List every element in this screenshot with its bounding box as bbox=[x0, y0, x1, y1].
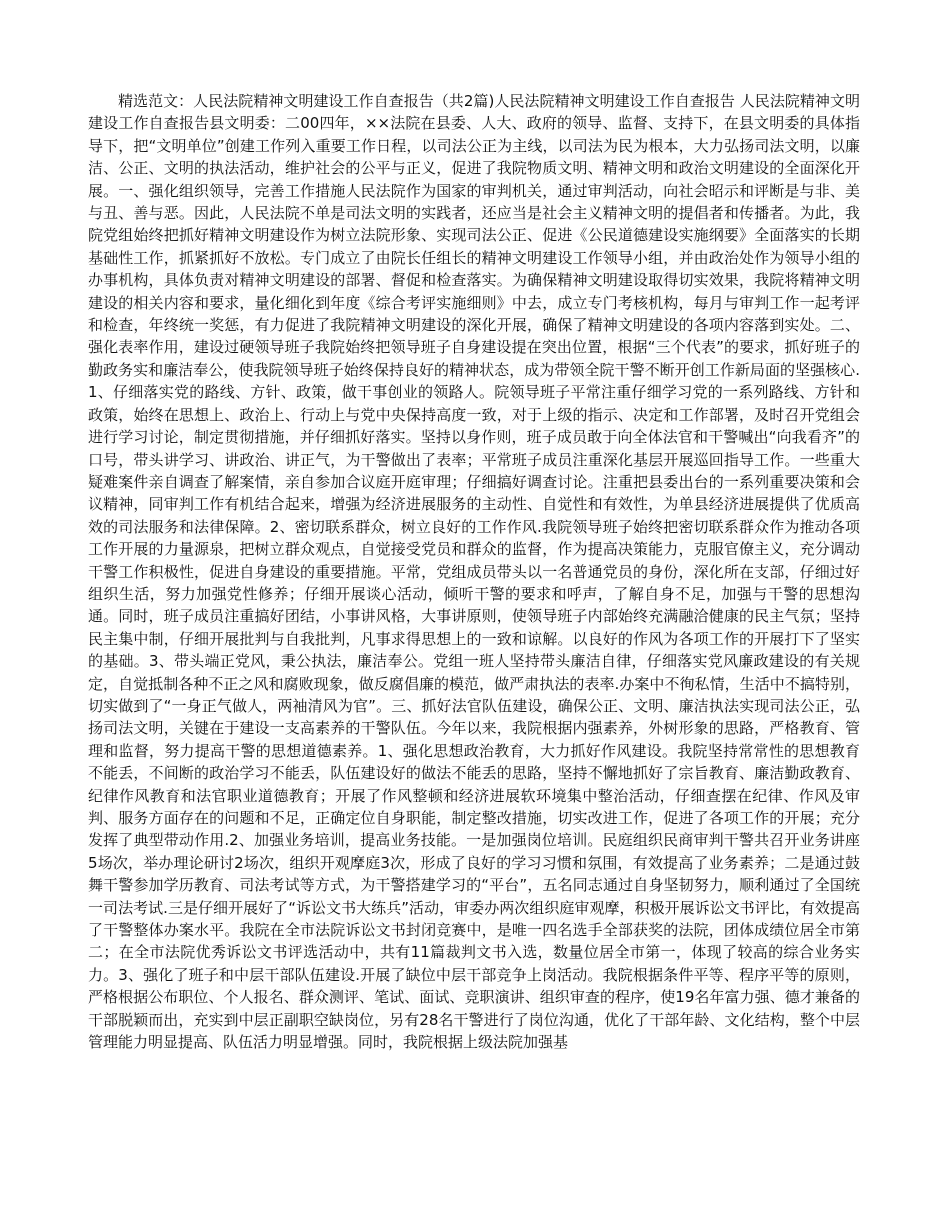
document-body-text: 精选范文：人民法院精神文明建设工作自查报告（共2篇)人民法院精神文明建设工作自查报告 人民法院精神文明建设工作自查报告县文明委：二00四年，××法院在县委、人大、政府的领导、监督、支持下，在县文明委的具体指导下，把“文明单位”创建工作列入重要工作日程，以司法公正为主线，以司法为民为根本，大力弘扬司法文明，以廉洁、公正、文明的执法活动，维护社会的公平与正义，促进了我院物质文明、精神文明和政治文明建设的全面深化开展。一、强化组织领导，完善工作措施人民法院作为国家的审判机关，通过审判活动，向社会昭示和评断是与非、美与丑、善与恶。因此，人民法院不单是司法文明的实践者，还应当是社会主义精神文明的提倡者和传播者。为此，我院党组始终把抓好精神文明建设作为树立法院形象、实现司法公正、促进《公民道德建设实施纲要》全面落实的长期基础性工作，抓紧抓好不放松。专门成立了由院长任组长的精神文明建设工作领导小组，并由政治处作为领导小组的办事机构，具体负责对精神文明建设的部署、督促和检查落实。为确保精神文明建设取得切实效果，我院将精神文明建设的相关内容和要求，量化细化到年度《综合考评实施细则》中去，成立专门考核机构，每月与审判工作一起考评和检查，年终统一奖惩，有力促进了我院精神文明建设的深化开展，确保了精神文明建设的各项内容落到实处。二、强化表率作用，建设过硬领导班子我院始终把领导班子自身建设提在突出位置，根据“三个代表”的要求，抓好班子的勤政务实和廉洁奉公，使我院领导班子始终保持良好的精神状态，成为带领全院干警不断开创工作新局面的坚强核心.1、仔细落实党的路线、方针、政策，做干事创业的领路人。院领导班子平常注重仔细学习党的一系列路线、方针和政策，始终在思想上、政治上、行动上与党中央保持高度一致，对于上级的指示、决定和工作部署，及时召开党组会进行学习讨论，制定贯彻措施，并仔细抓好落实。坚持以身作则，班子成员敢于向全体法官和干警喊出“向我看齐”的口号，带头讲学习、讲政治、讲正气，为干警做出了表率；平常班子成员注重深化基层开展巡回指导工作。一些重大疑难案件亲自调查了解案情，亲自参加合议庭开庭审理；仔细搞好调查讨论。注重把县委出台的一系列重要决策和会议精神，同审判工作有机结合起来，增强为经济进展服务的主动性、自觉性和有效性，为单县经济进展提供了优质高效的司法服务和法律保障。2、密切联系群众，树立良好的工作作风.我院领导班子始终把密切联系群众作为推动各项工作开展的力量源泉，把树立群众观点，自觉接受党员和群众的监督，作为提高决策能力，克服官僚主义，充分调动干警工作积极性，促进自身建设的重要措施。平常，党组成员带头以一名普通党员的身份，深化所在支部，仔细过好组织生活，努力加强党性修养；仔细开展谈心活动，倾听干警的要求和呼声，了解自身不足，加强与干警的思想沟通。同时，班子成员注重搞好团结，小事讲风格，大事讲原则，使领导班子内部始终充满融洽健康的民主气氛；坚持民主集中制，仔细开展批判与自我批判，凡事求得思想上的一致和谅解。以良好的作风为各项工作的开展打下了坚实的基础。3、带头端正党风，秉公执法，廉洁奉公。党组一班人坚持带头廉洁自律，仔细落实党风廉政建设的有关规定，自觉抵制各种不正之风和腐败现象，做反腐倡廉的模范，做严肃执法的表率.办案中不徇私情，生活中不搞特别，切实做到了“一身正气做人，两袖清风为官”。三、抓好法官队伍建设，确保公正、文明、廉洁执法实现司法公正，弘扬司法文明，关键在于建设一支高素养的干警队伍。今年以来，我院根据内强素养，外树形象的思路，严格教育、管理和监督，努力提高干警的思想道德素养。1、强化思想政治教育，大力抓好作风建设。我院坚持常常性的思想教育不能丢，不间断的政治学习不能丢，队伍建设好的做法不能丢的思路，坚持不懈地抓好了宗旨教育、廉洁勤政教育、纪律作风教育和法官职业道德教育；开展了作风整顿和经济进展软环境集中整治活动，仔细查摆在纪律、作风及审判、服务方面存在的问题和不足，正确定位自身职能，制定整改措施，切实改进工作，促进了各项工作的开展；充分发挥了典型带动作用.2、加强业务培训，提高业务技能。一是加强岗位培训。民庭组织民商审判干警共召开业务讲座5场次，举办理论研讨2场次，组织开观摩庭3次，形成了良好的学习习惯和氛围，有效提高了业务素养；二是通过鼓舞干警参加学历教育、司法考试等方式，为干警搭建学习的“平台”，五名同志通过自身坚韧努力，顺利通过了全国统一司法考试.三是仔细开展好了“诉讼文书大练兵”活动，审委办两次组织庭审观摩，积极开展诉讼文书评比，有效提高了干警整体办案水平。我院在全市法院诉讼文书封闭竞赛中，是唯一四名选手全部获奖的法院，团体成绩位居全市第二；在全市法院优秀诉讼文书评选活动中，共有11篇裁判文书入选，数量位居全市第一，体现了较高的综合业务实力。3、强化了班子和中层干部队伍建设.开展了缺位中层干部竞争上岗活动。我院根据条件平等、程序平等的原则，严格根据公布职位、个人报名、群众测评、笔试、面试、竞职演讲、组织审查的程序，使19名年富力强、德才兼备的干部脱颖而出，充实到中层正副职空缺岗位，另有28名干警进行了岗位沟通，优化了干部年龄、文化结构，整个中层管理能力明显提高、队伍活力明显增强。同时，我院根据上级法院加强基 bbox=[88, 92, 860, 1052]
document-page bbox=[88, 90, 860, 1053]
